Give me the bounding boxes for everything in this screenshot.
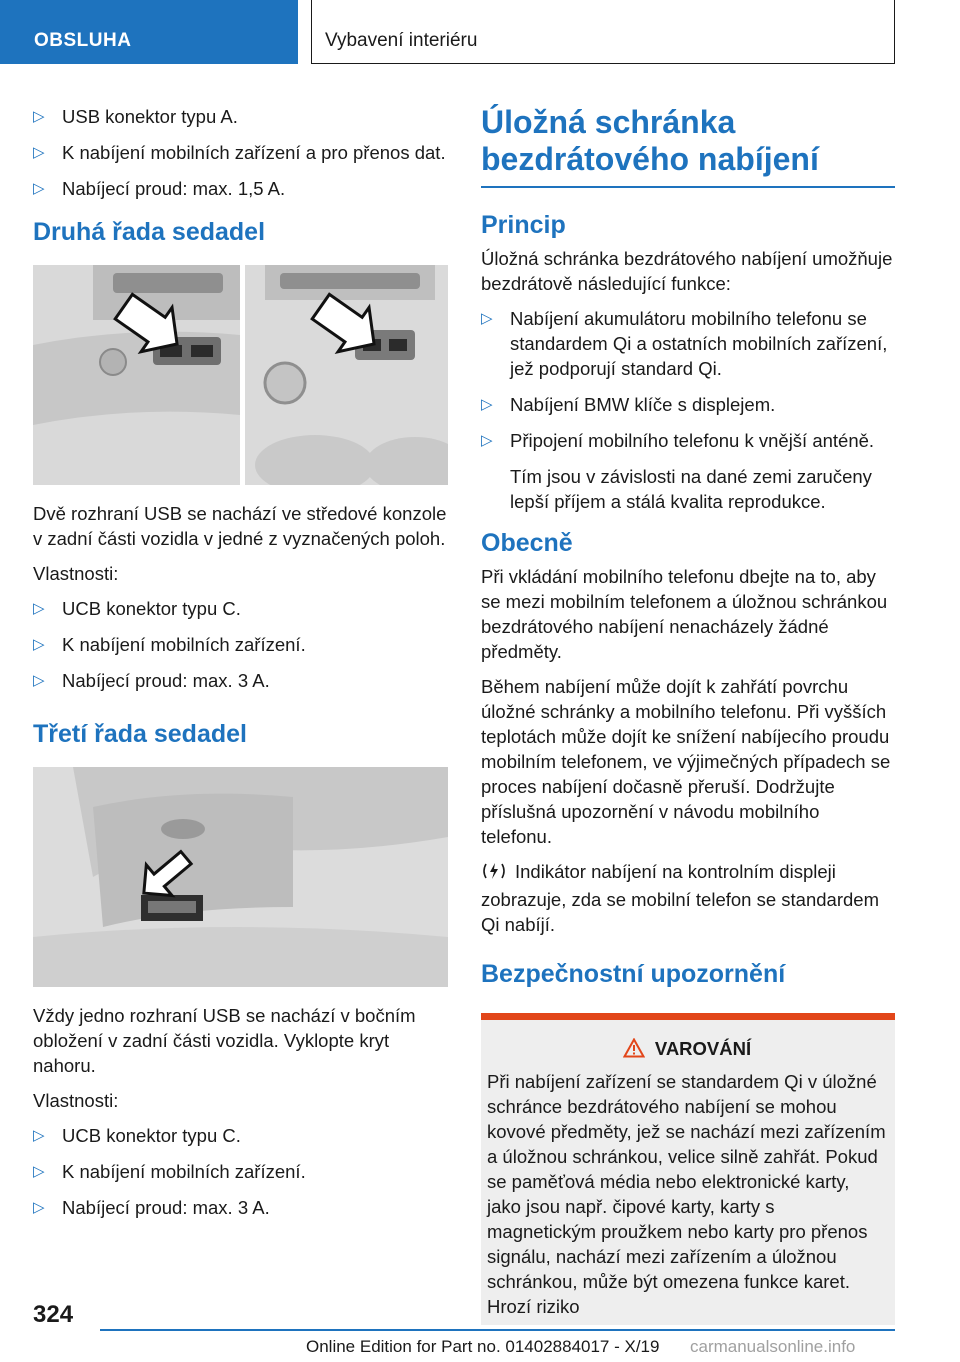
page-title: Vybavení interiéru bbox=[325, 30, 478, 51]
list-item: ▷ K nabíjení mobilních zařízení a pro přenos dat. bbox=[33, 140, 448, 165]
general-paragraph-2: Během nabíjení může dojít k zahřátí povrchu úložné schránky a mobilního telefonu. Při vyšších teplotách může dojít ke snížení nabíjecího proudu mobilním telefonem, ve výjimečných případech se proces nabíjení dočasně přeruší. Dodržujte příslušná upozornění v návodu mobilního telefonu. bbox=[481, 675, 891, 847]
list-item: ▷ Nabíjení BMW klíče s displejem. bbox=[481, 392, 895, 417]
photo-center-console-usb-2 bbox=[245, 265, 448, 485]
warning-box bbox=[481, 1013, 895, 1325]
third-row-properties bbox=[33, 1123, 448, 1220]
warning-text: Při nabíjení zařízení se standardem Qi v úložné schránce bezdrátového nabíjení se mohou kovové předměty, jež se nachází mezi zařízením a úložnou schránkou, velice silně zahřát. Pokud se paměťová média nebo elektronické karty, jako jsou např. čipové karty, karty s magnetickým proužkem nebo karty pro přenos signálu, nachází mezi zařízením a úložnou schránkou, může být omezena funkce karet. Hrozí riziko bbox=[487, 1070, 886, 1317]
properties-label: Vlastnosti: bbox=[33, 563, 119, 584]
list-item: ▷ K nabíjení mobilních zařízení. bbox=[33, 632, 448, 657]
principle-functions bbox=[481, 306, 895, 453]
principle-note: Tím jsou v závislosti na dané zemi zaručeny lepší příjem a stálá kvalita reprodukce. bbox=[510, 465, 872, 512]
second-row-description: Dvě rozhraní USB se nachází ve středové konzole v zadní části vozidla v jedné z vyznačených poloh. bbox=[33, 503, 447, 549]
heading-third-row: Třetí řada sedadel bbox=[33, 720, 247, 748]
list-item: ▷ K nabíjení mobilních zařízení. bbox=[33, 1159, 448, 1184]
footer-rule bbox=[100, 1329, 895, 1331]
footer-edition: Online Edition for Part no. 01402884017 - X/19 bbox=[306, 1337, 660, 1356]
list-item: ▷ Nabíjecí proud: max. 3 A. bbox=[33, 668, 448, 693]
list-item: ▷ UCB konektor typu C. bbox=[33, 1123, 448, 1148]
third-row-description: Vždy jedno rozhraní USB se nachází v bočním obložení v zadní části vozidla. Vyklopte kryt nahoru. bbox=[33, 1005, 416, 1076]
section-tab: OBSLUHA bbox=[0, 0, 298, 64]
heading-principle: Princip bbox=[481, 210, 566, 239]
list-item: ▷ UCB konektor typu C. bbox=[33, 596, 448, 621]
section-title: Úložná schránka bezdrátového nabíjení bbox=[481, 104, 819, 177]
photo-side-panel-usb bbox=[33, 767, 448, 987]
photo-center-console-usb-1 bbox=[33, 265, 240, 485]
warning-header: VAROVÁNÍ bbox=[487, 1038, 887, 1063]
list-item: ▷ Nabíjecí proud: max. 3 A. bbox=[33, 1195, 448, 1220]
second-row-photos bbox=[33, 265, 448, 485]
wireless-charging-icon bbox=[481, 861, 507, 887]
right-column bbox=[481, 104, 895, 1325]
general-paragraph-1: Při vkládání mobilního telefonu dbejte na to, aby se mezi mobilním telefonem a úložnou schránkou bezdrátového nabíjení nenacházely žádné předměty. bbox=[481, 565, 888, 662]
principle-intro: Úložná schránka bezdrátového nabíjení umožňuje bezdrátově následující funkce: bbox=[481, 247, 893, 294]
heading-general: Obecně bbox=[481, 528, 573, 557]
list-item: ▷ USB konektor typu A. bbox=[33, 104, 448, 129]
warning-triangle-icon bbox=[623, 1038, 645, 1063]
heading-second-row: Druhá řada sedadel bbox=[33, 218, 266, 246]
list-item: ▷ Nabíjení akumulátoru mobilního telefonu se standardem Qi a ostatních mobilních zařízení, jež podporují standard Qi. bbox=[481, 306, 895, 381]
footer-watermark: carmanualsonline.info bbox=[690, 1337, 856, 1356]
properties-label: Vlastnosti: bbox=[33, 1090, 119, 1111]
list-item: ▷ Připojení mobilního telefonu k vnější anténě. bbox=[481, 428, 895, 453]
title-rule bbox=[481, 186, 895, 188]
left-column bbox=[33, 104, 448, 1231]
general-paragraph-3: Indikátor nabíjení na kontrolním displeji zobrazuje, zda se mobilní telefon se standardem Qi nabíjí. bbox=[481, 860, 879, 935]
page-number: 324 bbox=[33, 1301, 74, 1328]
list-item: ▷ Nabíjecí proud: max. 1,5 A. bbox=[33, 176, 448, 201]
usb-a-properties bbox=[33, 104, 448, 201]
second-row-properties bbox=[33, 596, 448, 693]
heading-safety: Bezpečnostní upozornění bbox=[481, 959, 786, 988]
